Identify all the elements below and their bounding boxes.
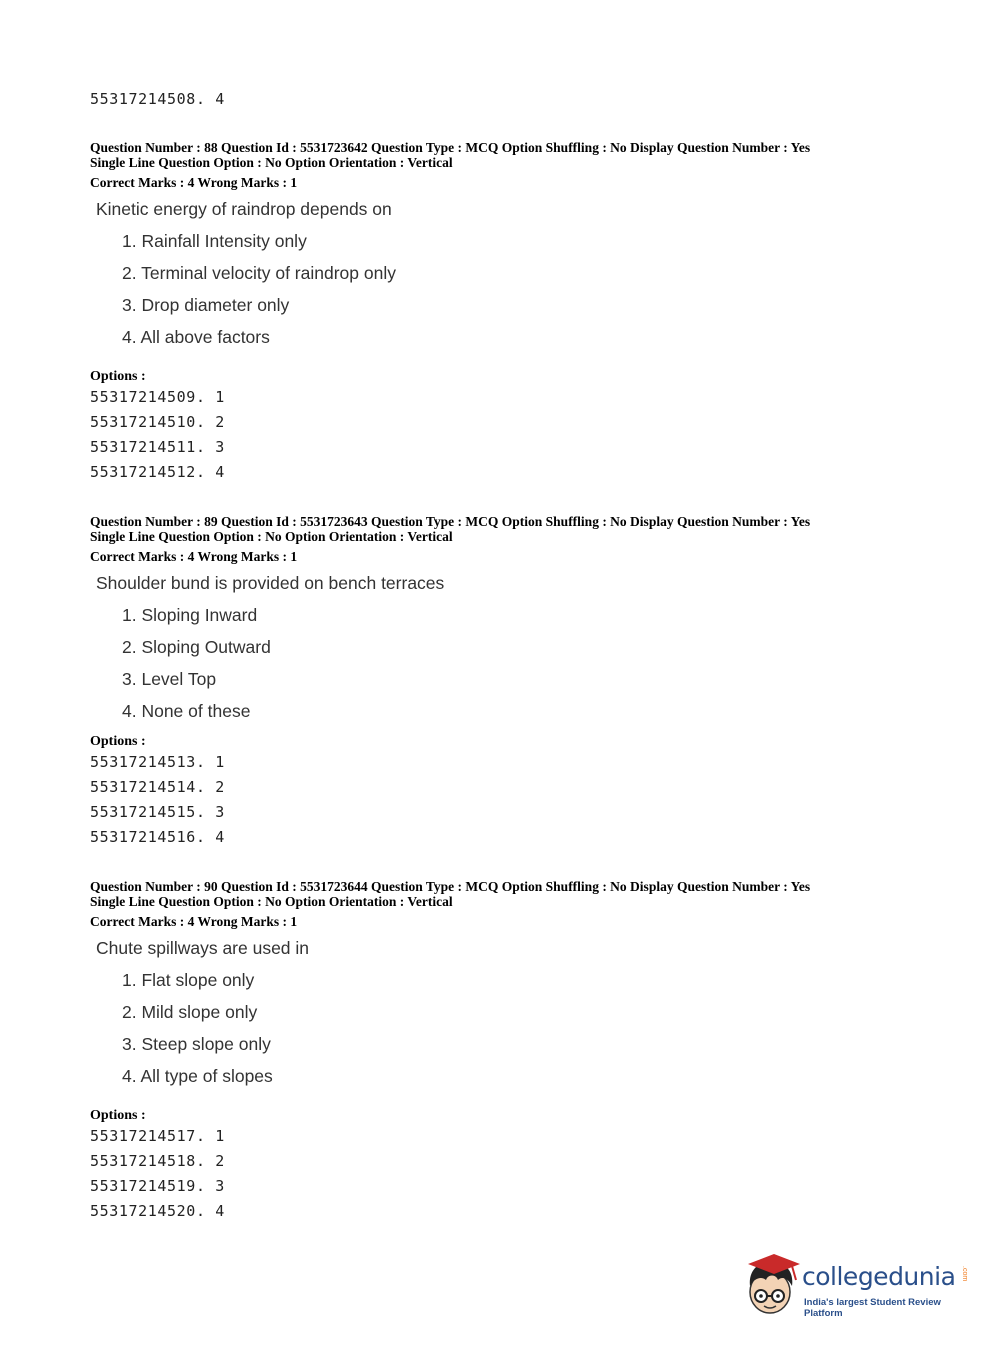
- option-id: 55317214517. 1: [90, 1127, 225, 1145]
- question-meta: Question Number : 88 Question Id : 5531723642 Question Type : MCQ Option Shuffling : No Display Question Number : Yes Single Line Question Option : No Option Orientation : Vertical: [90, 140, 811, 170]
- choice: 3. Steep slope only: [122, 1034, 271, 1054]
- option-id: 55317214519. 3: [90, 1177, 225, 1195]
- student-mascot-icon: [742, 1250, 802, 1320]
- choice: 3. Level Top: [122, 669, 217, 689]
- question-meta: Question Number : 89 Question Id : 5531723643 Question Type : MCQ Option Shuffling : No Display Question Number : Yes Single Line Question Option : No Option Orientation : Vertical: [90, 514, 811, 544]
- choice: 1. Rainfall Intensity only: [122, 231, 307, 251]
- logo-suffix: .com: [961, 1266, 968, 1282]
- top-option: 55317214508. 4: [90, 90, 225, 108]
- question-meta: Question Number : 90 Question Id : 5531723644 Question Type : MCQ Option Shuffling : No Display Question Number : Yes Single Line Question Option : No Option Orientation : Vertical: [90, 879, 811, 909]
- options-label: Options :: [90, 369, 146, 384]
- option-id: 55317214509. 1: [90, 388, 225, 406]
- choice: 3. Drop diameter only: [122, 295, 290, 315]
- option-id: 55317214514. 2: [90, 778, 225, 796]
- option-id: 55317214518. 2: [90, 1152, 225, 1170]
- option-id: 55317214520. 4: [90, 1202, 225, 1220]
- choice: 2. Sloping Outward: [122, 637, 271, 657]
- options-label: Options :: [90, 1108, 146, 1123]
- choice: 2. Mild slope only: [122, 1002, 258, 1022]
- question-stem: Kinetic energy of raindrop depends on: [96, 199, 392, 219]
- option-id: 55317214510. 2: [90, 413, 225, 431]
- choice: 1. Flat slope only: [122, 970, 255, 990]
- option-id: 55317214512. 4: [90, 463, 225, 481]
- logo-tagline: India's largest Student Review Platform: [804, 1297, 941, 1319]
- option-id: 55317214515. 3: [90, 803, 225, 821]
- marks: Correct Marks : 4 Wrong Marks : 1: [90, 175, 298, 190]
- question-stem: Shoulder bund is provided on bench terraces: [96, 573, 445, 593]
- choice: 4. All above factors: [122, 327, 270, 347]
- option-id: 55317214511. 3: [90, 438, 225, 456]
- choice: 2. Terminal velocity of raindrop only: [122, 263, 396, 283]
- marks: Correct Marks : 4 Wrong Marks : 1: [90, 549, 298, 564]
- choice: 4. None of these: [122, 701, 251, 721]
- logo-wordmark: collegedunia: [802, 1262, 956, 1291]
- choice: 1. Sloping Inward: [122, 605, 258, 625]
- marks: Correct Marks : 4 Wrong Marks : 1: [90, 914, 298, 929]
- option-id: 55317214516. 4: [90, 828, 225, 846]
- option-id: 55317214513. 1: [90, 753, 225, 771]
- collegedunia-logo[interactable]: [742, 1250, 972, 1320]
- question-stem: Chute spillways are used in: [96, 938, 310, 958]
- choice: 4. All type of slopes: [122, 1066, 273, 1086]
- options-label: Options :: [90, 734, 146, 749]
